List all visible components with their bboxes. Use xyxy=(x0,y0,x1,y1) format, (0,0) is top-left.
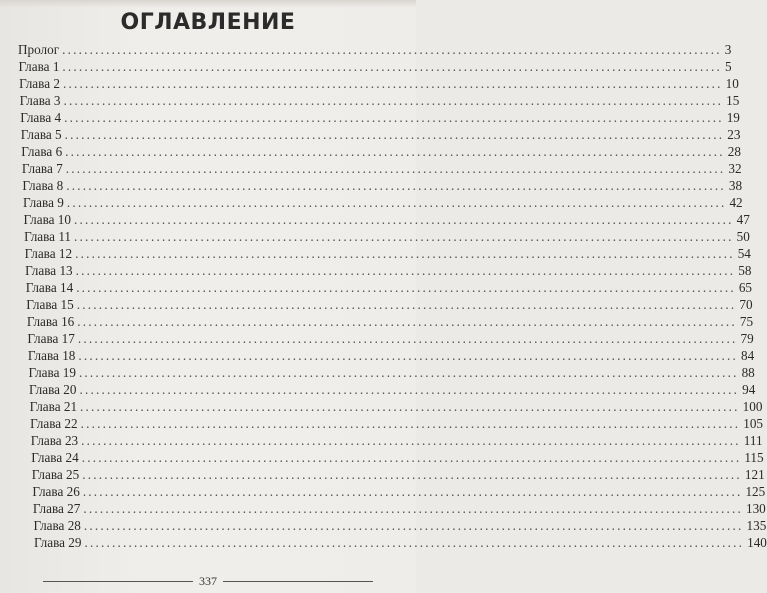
toc-entry-page-number: 58 xyxy=(738,263,752,278)
toc-entry-page-number: 88 xyxy=(741,365,755,380)
toc-entry xyxy=(26,297,753,313)
toc-entry-label: Глава 19 xyxy=(28,365,76,380)
toc-entry xyxy=(19,76,739,92)
toc-entry-page-number: 84 xyxy=(741,348,755,363)
toc-entry-label: Глава 26 xyxy=(32,484,80,499)
toc-entry-page-number: 140 xyxy=(747,535,767,550)
toc-entry-label: Глава 22 xyxy=(30,416,78,431)
dot-leader: ........................................................................................................................ xyxy=(81,450,742,465)
dot-leader: ........................................................................................................................ xyxy=(66,178,726,193)
toc-entry xyxy=(27,331,754,347)
toc-entry-label: Глава 12 xyxy=(24,246,73,261)
toc-entry-label: Глава 21 xyxy=(29,399,78,414)
page-title: ОГЛАВЛЕНИЕ xyxy=(120,10,296,35)
dot-leader: ........................................................................................................................ xyxy=(65,161,726,176)
toc-entry xyxy=(34,535,767,551)
toc-entry xyxy=(21,161,742,177)
dot-leader: ........................................................................................................................ xyxy=(78,348,739,363)
toc-entry-page-number: 121 xyxy=(744,467,765,482)
dot-leader: ........................................................................................................................ xyxy=(84,535,745,550)
toc-entry-page-number: 15 xyxy=(726,93,740,108)
toc-entry-page-number: 130 xyxy=(745,501,766,516)
toc-entry xyxy=(22,178,743,194)
dot-leader: ........................................................................................................................ xyxy=(75,263,736,278)
page-footer xyxy=(0,574,416,589)
dot-leader: ........................................................................................................................ xyxy=(76,280,736,295)
toc-entry xyxy=(19,93,740,109)
dot-leader: ........................................................................................................................ xyxy=(81,433,741,448)
toc-entry-page-number: 135 xyxy=(746,518,767,533)
toc-entry-page-number: 79 xyxy=(740,331,754,346)
toc-entry xyxy=(21,144,741,160)
dot-leader: ........................................................................................................................ xyxy=(64,127,725,142)
toc-entry-page-number: 23 xyxy=(727,127,741,142)
toc-entry-label: Глава 10 xyxy=(23,212,71,227)
toc-entry-page-number: 3 xyxy=(724,42,732,57)
toc-entry-label: Глава 13 xyxy=(25,263,73,278)
dot-leader: ........................................................................................................................ xyxy=(80,399,740,414)
page-number: 337 xyxy=(199,574,217,588)
dot-leader: ........................................................................................................................ xyxy=(65,144,725,159)
toc-entry-label: Глава 27 xyxy=(32,501,81,516)
toc-entry-label: Глава 2 xyxy=(19,76,60,91)
toc-entry-label: Глава 4 xyxy=(20,110,62,125)
toc-entry-page-number: 10 xyxy=(725,76,739,91)
dot-leader: ........................................................................................................................ xyxy=(62,76,723,91)
toc-entry-label: Глава 29 xyxy=(34,535,82,550)
toc-entry xyxy=(18,59,732,75)
toc-entry-label: Глава 7 xyxy=(21,161,63,176)
toc-entry-label: Глава 14 xyxy=(25,280,74,295)
toc-entry-label: Глава 6 xyxy=(21,144,63,159)
dot-leader: ........................................................................................................................ xyxy=(80,416,741,431)
toc-entry-page-number: 105 xyxy=(743,416,763,431)
dot-leader: ........................................................................................................................ xyxy=(73,212,734,227)
toc-entry xyxy=(29,382,756,398)
toc-entry xyxy=(30,416,763,432)
toc-entry-page-number: 100 xyxy=(742,399,763,414)
toc-entry xyxy=(23,212,750,228)
toc-entry-label: Глава 17 xyxy=(27,331,75,346)
toc-entry xyxy=(20,110,740,126)
dot-leader: ........................................................................................................................ xyxy=(82,467,742,482)
dot-leader: ........................................................................................................................ xyxy=(77,331,738,346)
toc-entry-label: Глава 11 xyxy=(24,229,72,244)
dot-leader: ........................................................................................................................ xyxy=(83,518,744,533)
toc-entry-label: Глава 9 xyxy=(22,195,64,210)
toc-entry-label: Глава 24 xyxy=(31,450,79,465)
toc-entry xyxy=(28,365,755,381)
toc-entry xyxy=(29,399,763,415)
toc-entry-page-number: 38 xyxy=(728,178,743,193)
footer-rule-left xyxy=(43,581,193,582)
toc-entry-label: Глава 28 xyxy=(33,518,81,533)
toc-entry xyxy=(31,467,765,483)
dot-leader: ........................................................................................................................ xyxy=(63,93,724,108)
toc-entry-page-number: 70 xyxy=(739,297,753,312)
toc-entry-label: Глава 20 xyxy=(29,382,77,397)
table-of-contents xyxy=(0,42,767,572)
dot-leader: ........................................................................................................................ xyxy=(82,484,743,499)
toc-entry-label: Глава 1 xyxy=(18,59,60,74)
toc-entry-page-number: 111 xyxy=(743,433,763,448)
previous-page-bleed xyxy=(0,0,416,8)
dot-leader: ........................................................................................................................ xyxy=(78,365,739,380)
toc-entry xyxy=(27,348,755,364)
toc-entry xyxy=(20,127,741,143)
toc-entry xyxy=(25,280,752,296)
dot-leader: ........................................................................................................................ xyxy=(66,195,727,210)
toc-entry-page-number: 94 xyxy=(742,382,756,397)
dot-leader: ........................................................................................................................ xyxy=(62,42,722,57)
toc-entry xyxy=(32,484,766,500)
dot-leader: ........................................................................................................................ xyxy=(77,314,737,329)
toc-entry-label: Глава 16 xyxy=(26,314,75,329)
dot-leader: ........................................................................................................................ xyxy=(76,297,737,312)
toc-entry-page-number: 28 xyxy=(727,144,741,159)
toc-entry-page-number: 47 xyxy=(736,212,750,227)
toc-entry-page-number: 50 xyxy=(736,229,750,244)
toc-entry xyxy=(25,263,752,279)
toc-entry-label: Глава 3 xyxy=(19,93,61,108)
toc-entry xyxy=(26,314,754,330)
toc-entry xyxy=(24,229,750,245)
toc-entry-label: Глава 25 xyxy=(31,467,80,482)
toc-entry-page-number: 65 xyxy=(738,280,752,295)
toc-entry-label: Пролог xyxy=(18,42,60,57)
toc-entry-page-number: 32 xyxy=(728,161,742,176)
toc-entry xyxy=(22,195,743,211)
toc-entry-page-number: 42 xyxy=(729,195,743,210)
dot-leader: ........................................................................................................................ xyxy=(62,59,723,74)
toc-entry xyxy=(30,433,763,449)
toc-entry-page-number: 5 xyxy=(725,59,732,74)
footer-rule-right xyxy=(223,581,373,582)
dot-leader: ........................................................................................................................ xyxy=(83,501,743,516)
toc-entry-page-number: 54 xyxy=(737,246,751,261)
toc-entry-page-number: 125 xyxy=(745,484,766,499)
toc-entry-label: Глава 5 xyxy=(20,127,62,142)
toc-entry-label: Глава 15 xyxy=(26,297,74,312)
toc-entry xyxy=(24,246,751,262)
toc-entry xyxy=(31,450,764,466)
toc-entry xyxy=(18,42,732,58)
toc-entry xyxy=(33,518,767,534)
dot-leader: ........................................................................................................................ xyxy=(64,110,724,125)
toc-entry-label: Глава 8 xyxy=(22,178,64,193)
toc-entry-label: Глава 18 xyxy=(27,348,76,363)
dot-leader: ........................................................................................................................ xyxy=(74,229,734,244)
toc-entry-page-number: 115 xyxy=(744,450,764,465)
dot-leader: ........................................................................................................................ xyxy=(79,382,740,397)
toc-entry-page-number: 75 xyxy=(739,314,754,329)
toc-entry xyxy=(32,501,766,517)
dot-leader: ........................................................................................................................ xyxy=(75,246,735,261)
toc-entry-label: Глава 23 xyxy=(30,433,79,448)
toc-entry-page-number: 19 xyxy=(726,110,740,125)
